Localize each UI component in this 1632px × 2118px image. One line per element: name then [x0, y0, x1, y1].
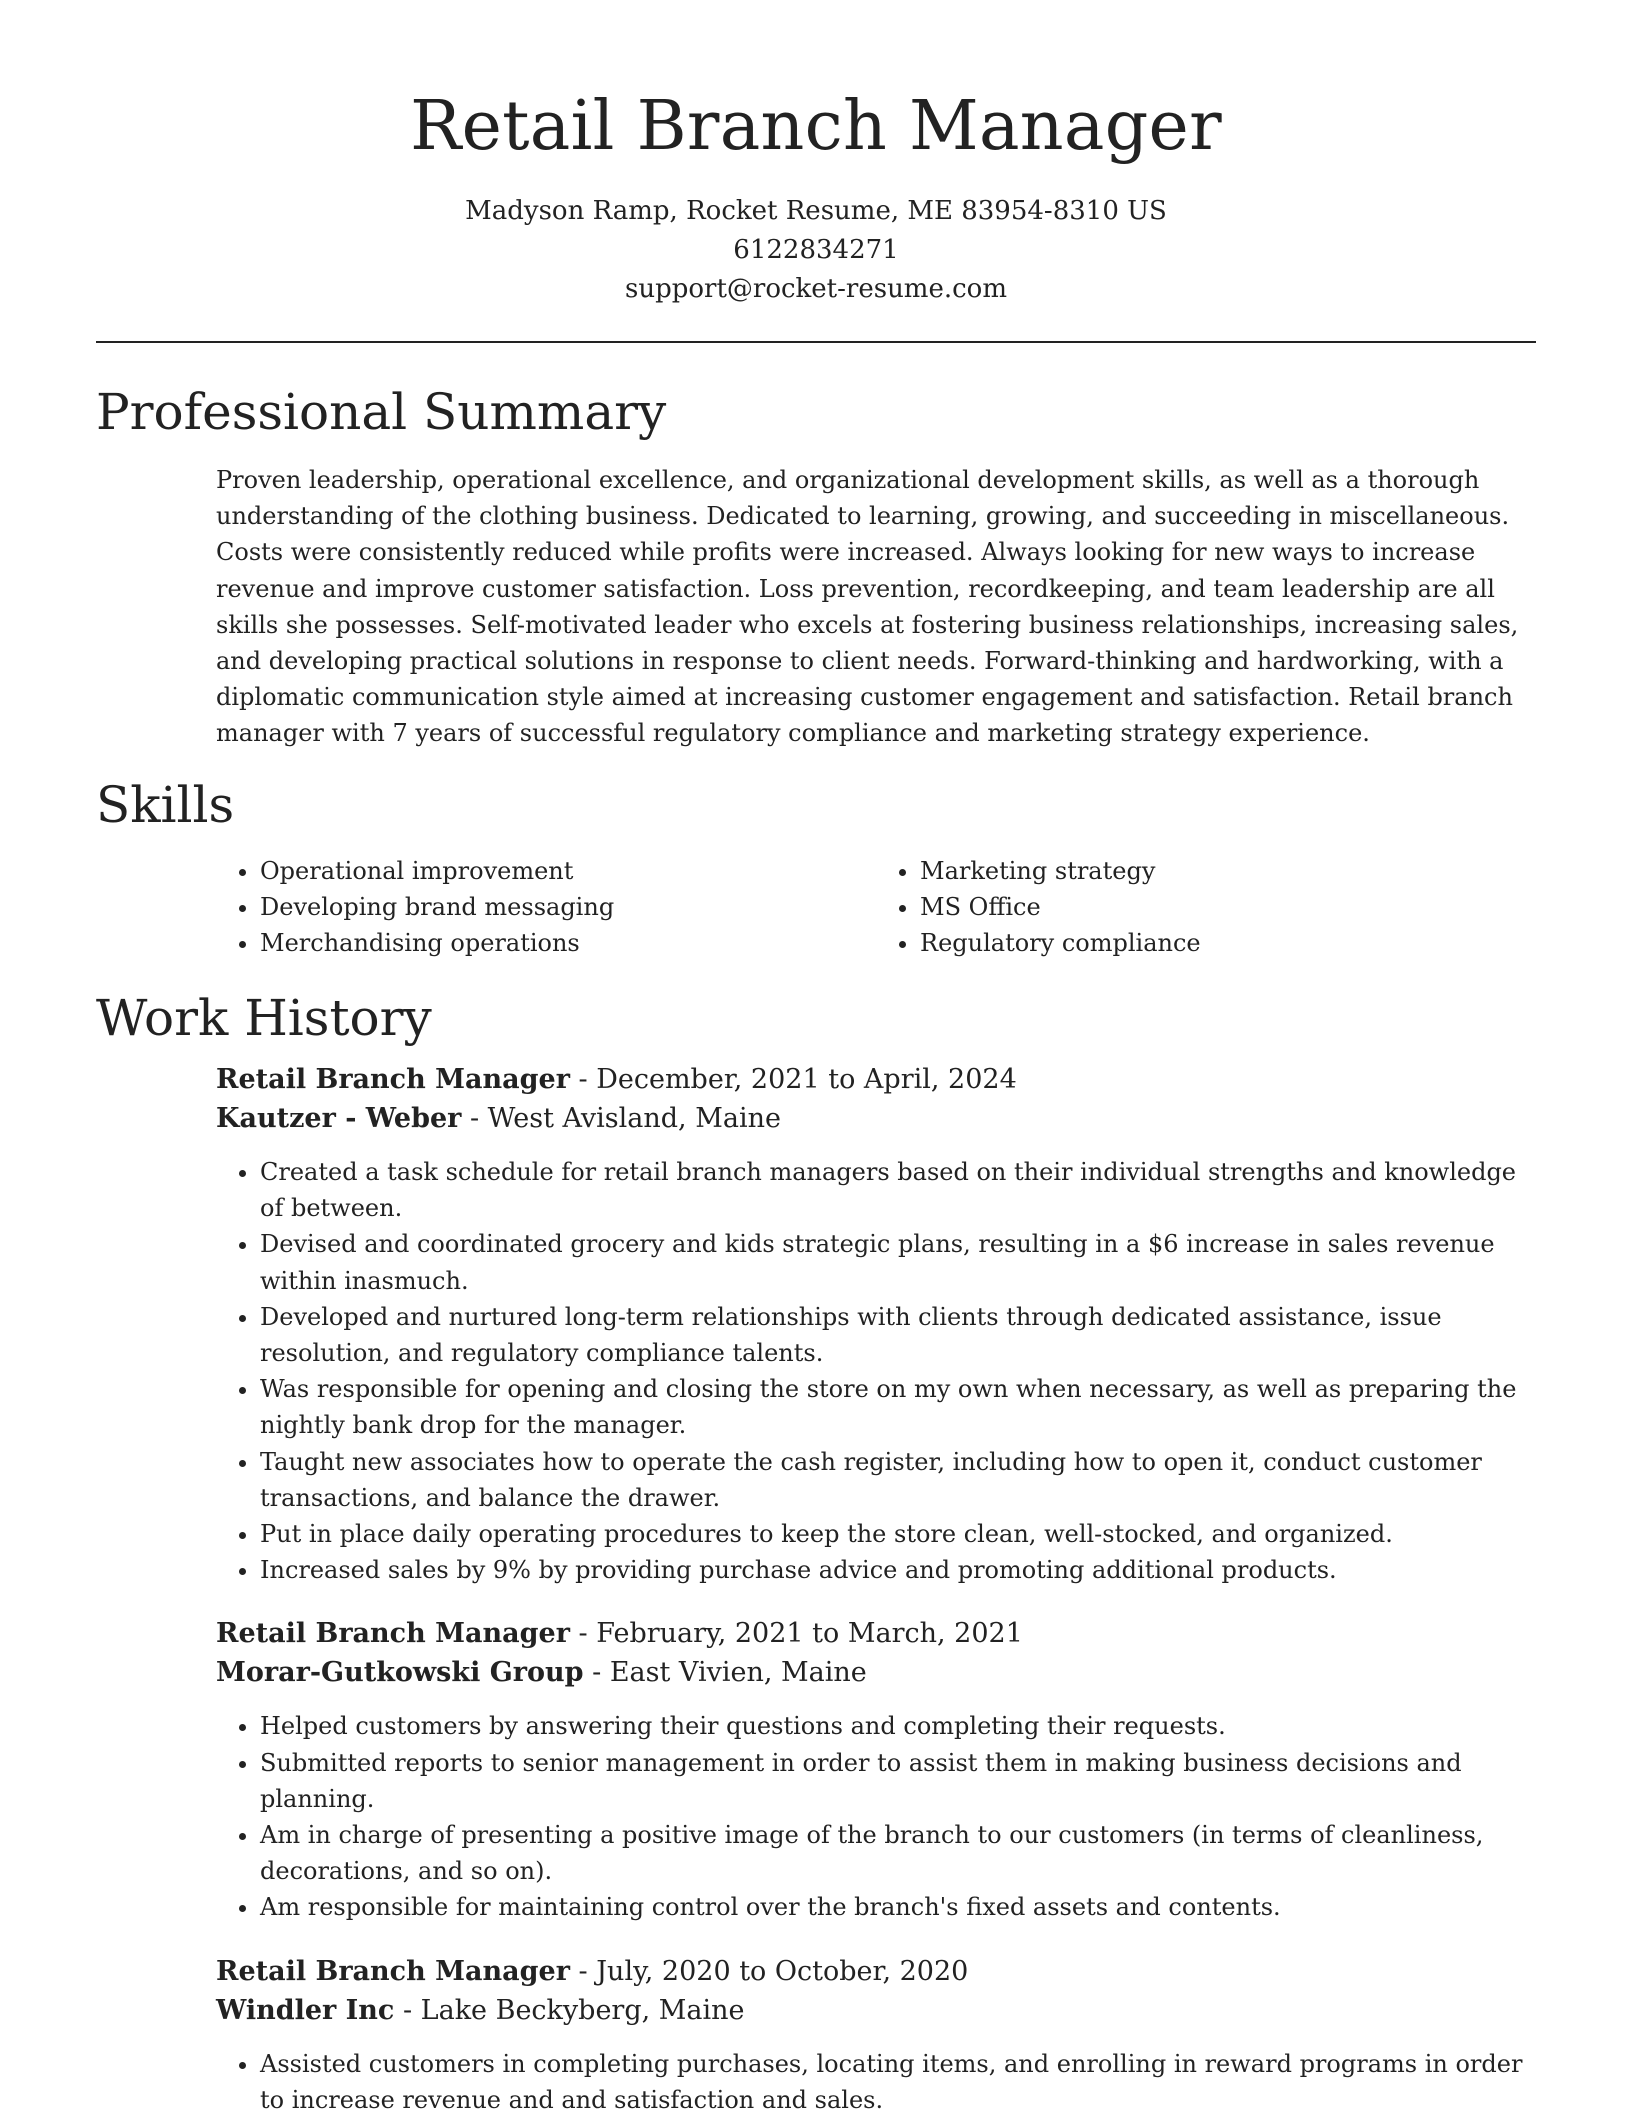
job-dates: - December, 2021 to April, 2024	[569, 1064, 1017, 1095]
skills-section	[96, 773, 1536, 961]
header-divider	[96, 341, 1536, 343]
job-bullet: • Developed and nurtured long-term relationships with clients through dedicated assistance, issue resolution, and regulatory compliance talents.	[260, 1299, 1536, 1371]
skills-heading: Skills	[96, 776, 235, 834]
skill-item: • Marketing strategy	[920, 853, 1536, 889]
job-bullet: • Am responsible for maintaining control over the branch's fixed assets and contents.	[260, 1889, 1536, 1925]
work-history-section	[96, 986, 1536, 2118]
job-company-line	[216, 1991, 1536, 2030]
job-company-line	[216, 1099, 1536, 1138]
work-history-heading: Work History	[96, 989, 432, 1047]
job-location: - East Vivien, Maine	[583, 1657, 867, 1689]
email: support@rocket-resume.com	[624, 274, 1007, 304]
skill-item: • Operational improvement	[260, 853, 876, 889]
contact-info	[0, 192, 1632, 309]
job-bullet: • Helped customers by answering their questions and completing their requests.	[260, 1708, 1536, 1744]
job-entry	[216, 1952, 1536, 2118]
job-title-line	[216, 1614, 1536, 1653]
job-bullet: • Submitted reports to senior management in order to assist them in making business decisions and planning.	[260, 1745, 1536, 1817]
job-bullet: • Put in place daily operating procedures to keep the store clean, well-stocked, and organized.	[260, 1516, 1536, 1552]
summary-heading: Professional Summary	[96, 383, 667, 441]
skill-item: • Merchandising operations	[260, 925, 876, 961]
job-title-line	[216, 1952, 1536, 1991]
job-company-line	[216, 1653, 1536, 1692]
professional-summary-section	[96, 380, 1536, 752]
job-bullet: • Created a task schedule for retail branch managers based on their individual strengths and knowledge of between.	[260, 1154, 1536, 1226]
job-title: Retail Branch Manager	[216, 1955, 570, 1987]
job-entry	[216, 1060, 1536, 1588]
skill-item: • MS Office	[920, 889, 1536, 925]
job-dates: - February, 2021 to March, 2021	[569, 1618, 1023, 1650]
address: Madyson Ramp, Rocket Resume, ME 83954-8310 US	[465, 196, 1167, 226]
skills-list-right	[876, 853, 1536, 961]
job-bullets	[216, 1154, 1536, 1588]
job-title: Retail Branch Manager	[216, 1618, 570, 1650]
job-bullet: • Devised and coordinated grocery and kids strategic plans, resulting in a $6 increase in sales revenue within inasmuch.	[260, 1226, 1536, 1298]
job-title: Retail Branch Manager	[216, 1064, 570, 1095]
job-bullets	[216, 2046, 1536, 2118]
job-company: Windler Inc	[216, 1994, 395, 2026]
job-bullet: • Assisted customers in completing purchases, locating items, and enrolling in reward programs in order to increase revenue and and satisfaction and sales.	[260, 2046, 1536, 2118]
job-title-line	[216, 1060, 1536, 1099]
job-location: - West Avisland, Maine	[461, 1103, 781, 1134]
page-title: Retail Branch Manager	[410, 87, 1222, 166]
skills-list-left	[216, 853, 876, 961]
job-company: Kautzer - Weber	[216, 1103, 462, 1134]
job-bullet: • Am in charge of presenting a positive image of the branch to our customers (in terms of cleanliness, decorations, and so on).	[260, 1817, 1536, 1889]
job-bullet: • Was responsible for opening and closing the store on my own when necessary, as well as preparing the nightly bank drop for the manager.	[260, 1371, 1536, 1443]
phone: 6122834271	[733, 235, 899, 265]
skill-item: • Developing brand messaging	[260, 889, 876, 925]
job-location: - Lake Beckyberg, Maine	[394, 1994, 745, 2026]
job-bullet: • Taught new associates how to operate the cash register, including how to open it, conduct customer transactions, and balance the drawer.	[260, 1444, 1536, 1516]
job-entry	[216, 1614, 1536, 1925]
summary-text: Proven leadership, operational excellence, and organizational development skills, as well as a thorough understanding of the clothing business. Dedicated to learning, growing, and succeeding in miscellaneous. Costs were consistently reduced while profits were increased. Always looking for new ways to increase revenue and improve customer satisfaction. Loss prevention, recordkeeping, and team leadership are all skills she possesses. Self-motivated leader who excels at fostering business relationships, increasing sales, and developing practical solutions in response to client needs. Forward-thinking and hardworking, with a diplomatic communication style aimed at increasing customer engagement and satisfaction. Retail branch manager with 7 years of successful regulatory compliance and marketing strategy experience.	[216, 466, 1519, 748]
skill-item: • Regulatory compliance	[920, 925, 1536, 961]
job-dates: - July, 2020 to October, 2020	[569, 1955, 969, 1987]
job-company: Morar-Gutkowski Group	[216, 1657, 584, 1689]
skills-columns	[216, 853, 1536, 961]
job-bullets	[216, 1708, 1536, 1925]
resume-header	[0, 0, 1632, 309]
job-bullet: • Increased sales by 9% by providing purchase advice and promoting additional products.	[260, 1552, 1536, 1588]
